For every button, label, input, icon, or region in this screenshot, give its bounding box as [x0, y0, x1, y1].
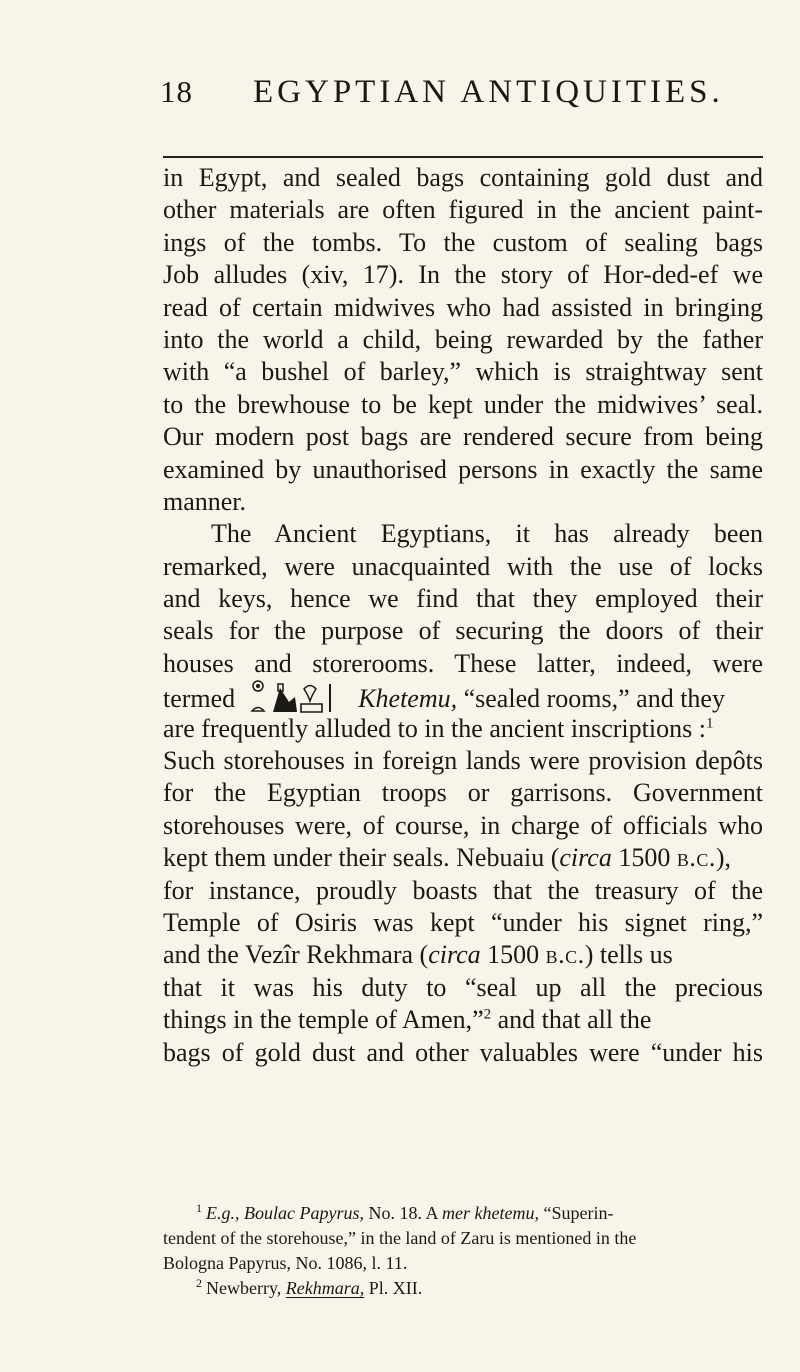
text-line: Our modern post bags are rendered secure from being [163, 422, 763, 452]
mer-khetemu-term: mer khetemu, [442, 1203, 539, 1223]
header-rule [163, 156, 763, 158]
date-number: 1500 [487, 940, 540, 970]
inscriptions-text: are frequently alluded to in the ancient inscriptions : [163, 713, 706, 743]
text-line: houses and storerooms. These latter, indeed, were [163, 648, 763, 678]
main-text [163, 162, 763, 1069]
text-line: Temple of Osiris was kept “under his signet ring,” [163, 907, 763, 937]
text-line: examined by unauthorised persons in exactly the same [163, 454, 763, 484]
page-header [160, 74, 760, 130]
text-line: into the world a child, being rewarded by the father [163, 324, 763, 354]
nebuaiu-text: Nebuaiu ( [456, 843, 560, 873]
nebuaiu-end: ), [715, 843, 732, 873]
khetemu-term: Khetemu, [358, 684, 458, 714]
text-line: storehouses were, of course, in charge of officials who [163, 810, 763, 840]
footnote-text: Pl. XII. [368, 1278, 423, 1298]
boulac-papyrus: Boulac Papyrus, [244, 1203, 364, 1223]
amen-text: things in the temple of Amen,” [163, 1005, 484, 1035]
eg-term: E.g., [206, 1203, 240, 1223]
page-number: 18 [160, 74, 193, 109]
text-line: read of certain midwives who had assisted in bringing [163, 292, 763, 322]
text-line [163, 713, 763, 745]
termed-word: termed [163, 684, 236, 714]
footnote-1 [163, 1201, 763, 1226]
text-line: that it was his duty to “seal up all the precious [163, 972, 763, 1002]
text-line [163, 939, 763, 971]
footnote-ref-1[interactable]: 1 [705, 714, 714, 731]
footnote-text: “Superin- [543, 1203, 614, 1223]
text-line: Such storehouses in foreign lands were provision depôts [163, 746, 763, 776]
footnotes [163, 1201, 763, 1301]
text-line: other materials are often figured in the ancient paint- [163, 195, 763, 225]
era-label: b.c. [676, 843, 716, 873]
footnote-2 [163, 1276, 763, 1301]
circa-term: circa [428, 940, 481, 970]
circa-term: circa [559, 843, 612, 873]
footnote-number: 1 [196, 1201, 202, 1215]
text-line: manner. [163, 486, 247, 516]
footnote-line: tendent of the storehouse,” in the land of Zaru is mentioned in the [163, 1228, 637, 1248]
text-line [163, 1004, 763, 1036]
footnote-text: Newberry, [206, 1278, 282, 1298]
amen-end: and that all the [497, 1005, 652, 1035]
termed-line-end: “sealed rooms,” and they [463, 684, 725, 714]
khetemu-hieroglyph-icon [250, 680, 342, 714]
seals-text: kept them under their seals. [163, 843, 450, 873]
footnote-text: No. 18. A [368, 1203, 438, 1223]
text-line [163, 842, 763, 874]
vezir-text: and the Vezîr Rekhmara ( [163, 940, 429, 970]
text-line: to the brewhouse to be kept under the midwives’ seal. [163, 389, 763, 419]
running-title: EGYPTIAN ANTIQUITIES. [253, 74, 724, 110]
rekhmara-title: Rekhmara, [285, 1278, 365, 1298]
text-line: seals for the purpose of securing the doors of their [163, 616, 763, 646]
text-line: for instance, proudly boasts that the treasury of the [163, 875, 763, 905]
text-line: and keys, hence we find that they employed their [163, 584, 763, 614]
date-number: 1500 [618, 843, 671, 873]
footnote-line: Bologna Papyrus, No. 1086, l. 11. [163, 1253, 408, 1273]
text-line: ings of the tombs. To the custom of sealing bags [163, 227, 763, 257]
text-line: bags of gold dust and other valuables were “under his [163, 1037, 763, 1067]
text-line: with “a bushel of barley,” which is straightway sent [163, 357, 763, 387]
termed-line [163, 680, 763, 712]
era-label: b.c. [545, 940, 585, 970]
text-line: Job alludes (xiv, 17). In the story of Hor-ded-ef we [163, 260, 763, 290]
paragraph-start: The Ancient Egyptians, it has already been [211, 519, 763, 549]
footnote-number: 2 [196, 1276, 202, 1290]
footnote-ref-2[interactable]: 2 [483, 1006, 492, 1023]
text-line: in Egypt, and sealed bags containing gold dust and [163, 163, 763, 192]
text-line: remarked, were unacquainted with the use of locks [163, 551, 763, 581]
vezir-end: ) tells us [584, 940, 673, 970]
text-line: for the Egyptian troops or garrisons. Government [163, 778, 763, 808]
